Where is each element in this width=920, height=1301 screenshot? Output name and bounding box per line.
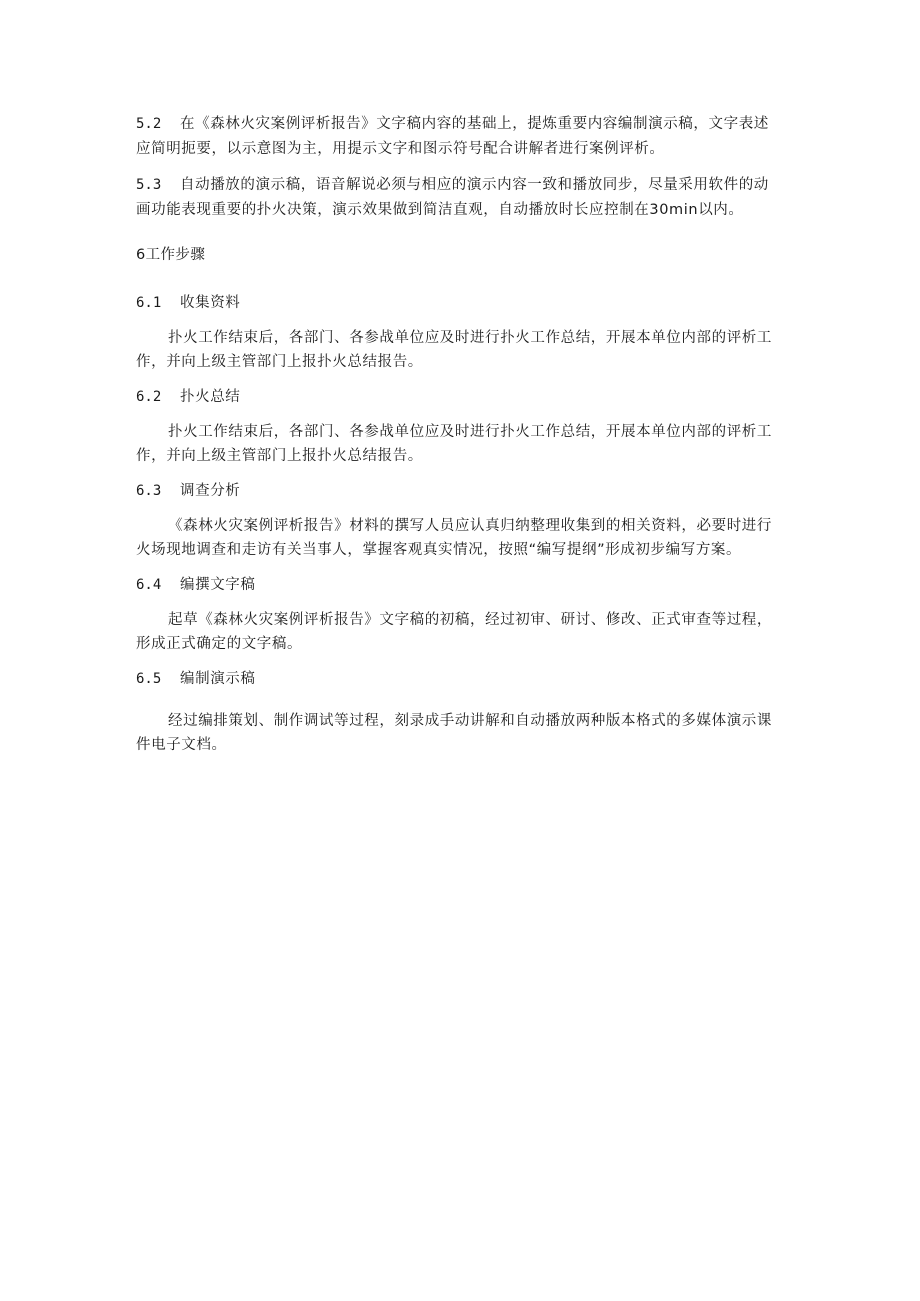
clause-5-2-number: 5.2 (136, 116, 162, 132)
clause-5-2-line-1 (136, 114, 786, 134)
clause-6-2-number: 6.2 (136, 389, 162, 405)
clause-6-1-heading (136, 293, 786, 313)
clause-5-2-text-1: 在《森林火灾案例评析报告》文字稿内容的基础上，提炼重要内容编制演示稿，文字表述 (180, 116, 769, 132)
clause-6-3-text-2: 火场现地调查和走访有关当事人，掌握客观真实情况，按照“编写提纲”形成初步编写方案。 (136, 542, 742, 558)
clause-6-3-heading (136, 481, 786, 501)
clause-6-2-title: 扑火总结 (180, 389, 241, 405)
clause-6-5-text-1: 经过编排策划、制作调试等过程，刻录成手动讲解和自动播放两种版本格式的多媒体演示课 (168, 713, 772, 729)
clause-6-4-heading (136, 575, 786, 595)
clause-5-3-text-2: 画功能表现重要的扑火决策，演示效果做到简洁直观，自动播放时长应控制在30min以内。 (136, 202, 744, 218)
clause-6-4-text-1: 起草《森林火灾案例评析报告》文字稿的初稿，经过初审、研讨、修改、正式审查等过程， (168, 612, 772, 628)
clause-6-5-heading (136, 669, 786, 689)
clause-6-2-text-2: 作，并向上级主管部门上报扑火总结报告。 (136, 448, 423, 464)
clause-6-5-number: 6.5 (136, 671, 162, 687)
clause-6-4-number: 6.4 (136, 577, 162, 593)
clause-5-3-number: 5.3 (136, 177, 162, 193)
clause-6-3-text-1: 《森林火灾案例评析报告》材料的撰写人员应认真归纳整理收集到的相关资料，必要时进行 (168, 518, 772, 534)
clause-6-1-text-2: 作，并向上级主管部门上报扑火总结报告。 (136, 354, 423, 370)
clause-6-1-number: 6.1 (136, 295, 162, 311)
clause-5-2-text-2: 应简明扼要，以示意图为主，用提示文字和图示符号配合讲解者进行案例评析。 (136, 141, 665, 157)
clause-6-2-heading (136, 387, 786, 407)
clause-6-1-title: 收集资料 (180, 295, 241, 311)
clause-6-1-text-1: 扑火工作结束后，各部门、各参战单位应及时进行扑火工作总结，开展本单位内部的评析工 (168, 330, 772, 346)
clause-5-3-text-1: 自动播放的演示稿，语音解说必须与相应的演示内容一致和播放同步，尽量采用软件的动 (180, 177, 769, 193)
clause-6-5-text-2: 件电子文档。 (136, 737, 227, 753)
clause-6-2-text-1: 扑火工作结束后，各部门、各参战单位应及时进行扑火工作总结，开展本单位内部的评析工 (168, 424, 772, 440)
clause-5-3-line-1 (136, 175, 786, 195)
chapter-6-title: 6工作步骤 (136, 247, 206, 263)
clause-6-3-number: 6.3 (136, 483, 162, 499)
clause-6-5-title: 编制演示稿 (180, 671, 256, 687)
clause-6-4-title: 编撰文字稿 (180, 577, 256, 593)
clause-6-4-text-2: 形成正式确定的文字稿。 (136, 636, 303, 652)
clause-6-3-title: 调查分析 (180, 483, 241, 499)
